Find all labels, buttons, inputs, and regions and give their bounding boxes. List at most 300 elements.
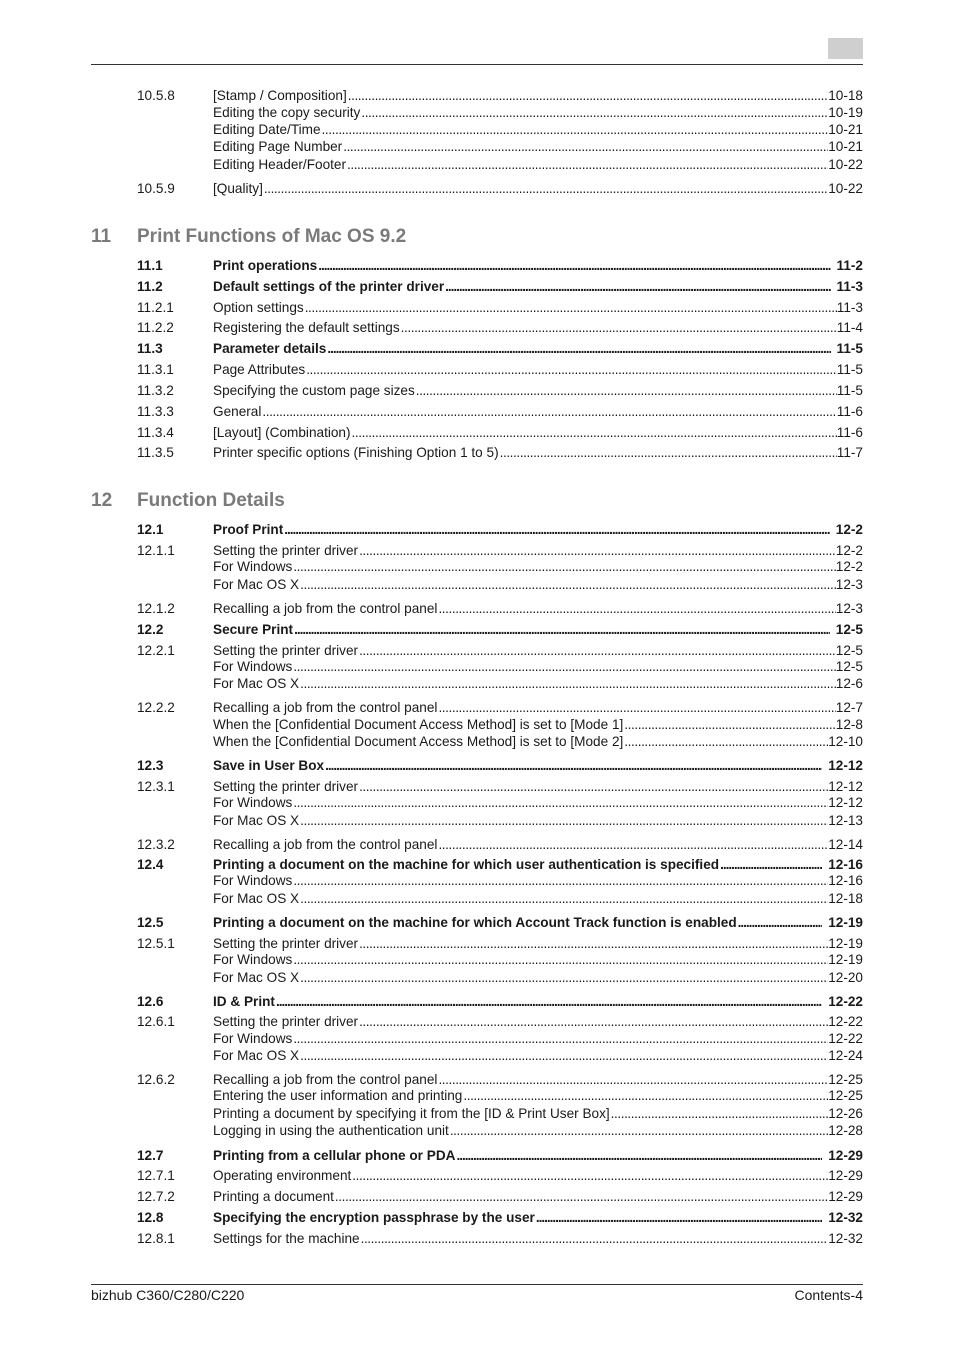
toc-entry[interactable] (137, 319, 863, 336)
dot-leader (623, 733, 828, 750)
dot-leader (737, 914, 823, 931)
dot-leader (360, 104, 828, 121)
toc-entry-line (213, 951, 863, 968)
toc-entry-page: 12-2 (835, 522, 863, 537)
dot-leader (326, 340, 830, 357)
toc-entry-title: For Mac OS X (213, 813, 300, 828)
toc-entry-line (213, 658, 863, 675)
dot-leader (535, 1209, 822, 1226)
chapter-number: 12 (91, 490, 113, 511)
toc-entry-title: Printing a document (213, 1189, 334, 1204)
toc-entry-line (213, 1071, 863, 1088)
toc-entry-title: For Mac OS X (213, 577, 300, 592)
dot-leader (299, 576, 836, 593)
toc-entry[interactable] (137, 778, 863, 795)
toc-entry-number: 12.2 (137, 622, 164, 637)
toc-entry-number: 11.3.4 (137, 425, 174, 440)
toc-entry[interactable] (137, 699, 863, 716)
toc-entry-page: 12-2 (835, 559, 863, 574)
toc-entry-title: Printing a document on the machine for which Account Track function is enabled (213, 915, 737, 930)
toc-entry-title: ID & Print (213, 994, 275, 1009)
toc-entry-title: For Mac OS X (213, 891, 300, 906)
toc-entry[interactable] (137, 361, 863, 378)
toc-entry-number: 11.3 (137, 341, 163, 356)
dot-leader (444, 278, 830, 295)
toc-entry[interactable] (137, 299, 863, 316)
toc-entry[interactable] (137, 951, 863, 968)
toc-entry-page: 12-13 (828, 813, 863, 828)
toc-entry-title: Recalling a job from the control panel (213, 601, 438, 616)
dot-leader (283, 521, 830, 538)
toc-entry-title: Save in User Box (213, 758, 325, 773)
toc-entry-page: 12-20 (828, 970, 863, 985)
toc-entry-page: 12-5 (835, 622, 863, 637)
toc-entry-line (213, 121, 863, 138)
toc-entry-line (213, 1147, 863, 1164)
toc-entry-line (213, 319, 863, 336)
toc-entry-page: 12-16 (828, 873, 863, 888)
toc-entry-line (213, 935, 863, 952)
toc-entry[interactable] (137, 542, 863, 559)
toc-entry-page: 11-6 (836, 404, 863, 419)
chapter-title: Print Functions of Mac OS 9.2 (137, 226, 407, 247)
toc-entry-title: Specifying the custom page sizes (213, 383, 415, 398)
toc-entry-title: Editing Header/Footer (213, 157, 346, 172)
dot-leader (275, 993, 822, 1010)
toc-entry-page: 12-25 (828, 1088, 863, 1103)
toc-entry-line (213, 299, 863, 316)
toc-entry-line (213, 1167, 863, 1184)
toc-entry-page: 12-7 (835, 700, 863, 715)
toc-entry-line (213, 856, 863, 873)
toc-entry-title: Setting the printer driver (213, 936, 359, 951)
toc-entry[interactable] (137, 521, 863, 538)
dot-leader (292, 658, 835, 675)
dot-leader (317, 257, 830, 274)
toc-entry-number: 11.1 (137, 258, 163, 273)
toc-entry-line (213, 87, 863, 104)
dot-leader (462, 1087, 828, 1104)
toc-entry-title: For Windows (213, 1031, 293, 1046)
toc-entry-page: 11-4 (836, 320, 863, 335)
toc-entry-number: 12.2.1 (137, 643, 175, 658)
toc-entry-number: 11.2.2 (137, 320, 174, 335)
dot-leader (304, 299, 837, 316)
footer-product-name: bizhub C360/C280/C220 (91, 1287, 245, 1303)
toc-entry-line (213, 890, 863, 907)
toc-entry-page: 12-5 (835, 643, 863, 658)
toc-entry-number: 12.8 (137, 1210, 164, 1225)
toc-entry-page: 10-21 (828, 122, 863, 137)
toc-entry[interactable] (137, 872, 863, 889)
toc-entry-title: Specifying the encryption passphrase by the user (213, 1210, 535, 1225)
toc-entry[interactable] (137, 658, 863, 675)
toc-entry-line (213, 104, 863, 121)
toc-entry-page: 11-2 (836, 258, 863, 273)
dot-leader (293, 621, 830, 638)
toc-entry-title: Printing a document by specifying it from the [ID & Print User Box] (213, 1106, 610, 1121)
toc-entry-title: Setting the printer driver (213, 643, 359, 658)
dot-leader (292, 558, 835, 575)
dot-leader (351, 424, 837, 441)
toc-entry[interactable] (137, 969, 863, 986)
toc-entry-page: 12-8 (835, 717, 863, 732)
toc-entry-title: Default settings of the printer driver (213, 279, 445, 294)
toc-entry-page: 12-22 (828, 994, 863, 1009)
toc-entry[interactable] (137, 794, 863, 811)
toc-entry-page: 12-29 (828, 1148, 863, 1163)
toc-entry[interactable] (137, 1087, 863, 1104)
toc-entry-line (213, 521, 863, 538)
toc-entry[interactable] (137, 424, 863, 441)
toc-entry[interactable] (137, 1047, 863, 1064)
toc-entry-line (213, 812, 863, 829)
toc-entry[interactable] (137, 1122, 863, 1139)
toc-entry-title: Editing the copy security (213, 105, 361, 120)
toc-entry-number: 12.1.1 (137, 543, 175, 558)
toc-entry[interactable] (137, 914, 863, 931)
toc-entry[interactable] (137, 836, 863, 853)
toc-entry-line (213, 642, 863, 659)
toc-entry-number: 12.6.1 (137, 1014, 175, 1029)
dot-leader (299, 890, 828, 907)
toc-entry-title: For Windows (213, 795, 293, 810)
toc-entry-line (213, 138, 863, 155)
toc-entry-title: Recalling a job from the control panel (213, 1072, 438, 1087)
toc-entry-line (213, 156, 863, 173)
dot-leader (299, 969, 828, 986)
toc-entry-page: 12-12 (828, 795, 863, 810)
toc-entry-page: 12-22 (828, 1031, 863, 1046)
toc-entry[interactable] (137, 1013, 863, 1030)
toc-entry-number: 12.4 (137, 857, 164, 872)
toc-entry[interactable] (137, 1105, 863, 1122)
toc-entry-title: For Windows (213, 873, 293, 888)
toc-entry-title: Editing Page Number (213, 139, 343, 154)
toc-entry-number: 12.3.1 (137, 779, 175, 794)
dot-leader (437, 600, 835, 617)
dot-leader (455, 1147, 822, 1164)
toc-entry-title: For Windows (213, 659, 293, 674)
toc-entry-page: 11-3 (836, 300, 863, 315)
toc-entry[interactable] (137, 993, 863, 1010)
dot-leader (305, 361, 837, 378)
toc-entry[interactable] (137, 403, 863, 420)
toc-entry-page: 12-28 (828, 1123, 863, 1138)
toc-entry-line (213, 716, 863, 733)
toc-entry-title: [Stamp / Composition] (213, 88, 347, 103)
toc-entry[interactable] (137, 1167, 863, 1184)
toc-entry-number: 12.1 (137, 522, 164, 537)
toc-entry[interactable] (137, 576, 863, 593)
toc-entry-page: 12-5 (835, 659, 863, 674)
dot-leader (292, 951, 828, 968)
toc-entry-line (213, 1209, 863, 1226)
toc-entry-number: 11.2 (137, 279, 163, 294)
toc-entry[interactable] (137, 642, 863, 659)
toc-entry-page: 11-5 (836, 341, 863, 356)
dot-leader (358, 778, 828, 795)
toc-entry-line (213, 699, 863, 716)
toc-entry-title: For Mac OS X (213, 676, 300, 691)
dot-leader (321, 121, 829, 138)
toc-entry-number: 12.2.2 (137, 700, 175, 715)
dot-leader (263, 180, 828, 197)
toc-entry-title: Printing from a cellular phone or PDA (213, 1148, 456, 1163)
toc-entry[interactable] (137, 121, 863, 138)
toc-entry[interactable] (137, 340, 863, 357)
toc-entry-line (213, 757, 863, 774)
toc-entry-title: When the [Confidential Document Access Method] is set to [Mode 2] (213, 734, 624, 749)
toc-entry-page: 12-32 (828, 1231, 863, 1246)
toc-entry-page: 12-25 (828, 1072, 863, 1087)
toc-entry-number: 12.7 (137, 1148, 164, 1163)
toc-entry-number: 12.5.1 (137, 936, 175, 951)
toc-entry[interactable] (137, 382, 863, 399)
dot-leader (324, 757, 822, 774)
footer-rule (91, 1284, 863, 1285)
toc-entry-page: 11-6 (836, 425, 863, 440)
toc-entry[interactable] (137, 104, 863, 121)
toc-entry-number: 12.3.2 (137, 837, 175, 852)
toc-entry-number: 11.3.5 (137, 445, 174, 460)
toc-entry-title: Registering the default settings (213, 320, 400, 335)
toc-entry-page: 12-10 (828, 734, 863, 749)
toc-entry-line (213, 1188, 863, 1205)
toc-entry-title: Settings for the machine (213, 1231, 360, 1246)
toc-entry-line (213, 361, 863, 378)
chapter-number: 11 (91, 226, 112, 247)
toc-entry-title: For Mac OS X (213, 1048, 300, 1063)
toc-entry-page: 12-22 (828, 1014, 863, 1029)
toc-entry[interactable] (137, 138, 863, 155)
toc-entry-title: When the [Confidential Document Access Method] is set to [Mode 1] (213, 717, 624, 732)
dot-leader (719, 856, 822, 873)
toc-entry-title: Page Attributes (213, 362, 306, 377)
toc-entry-number: 12.7.1 (137, 1168, 175, 1183)
toc-entry-line (213, 1013, 863, 1030)
toc-entry[interactable] (137, 1030, 863, 1047)
toc-entry-page: 12-29 (828, 1168, 863, 1183)
toc-entry-line (213, 340, 863, 357)
toc-entry-title: Setting the printer driver (213, 543, 359, 558)
dot-leader (292, 1030, 828, 1047)
toc-entry[interactable] (137, 1209, 863, 1226)
toc-entry-title: Printer specific options (Finishing Option 1 to 5) (213, 445, 499, 460)
toc-entry-title: Printing a document on the machine for which user authentication is specified (213, 857, 720, 872)
toc-entry-line (213, 1030, 863, 1047)
dot-leader (437, 1071, 828, 1088)
dot-leader (292, 872, 828, 889)
toc-entry[interactable] (137, 1230, 863, 1247)
toc-entry-title: Proof Print (213, 522, 284, 537)
toc-entry-title: Recalling a job from the control panel (213, 700, 438, 715)
toc-entry-line (213, 1105, 863, 1122)
toc-entry-page: 12-2 (835, 543, 863, 558)
dot-leader (342, 138, 828, 155)
toc-entry-page: 10-22 (828, 181, 863, 196)
dot-leader (610, 1105, 829, 1122)
toc-entry[interactable] (137, 87, 863, 104)
toc-entry-number: 11.3.1 (137, 362, 174, 377)
dot-leader (261, 403, 836, 420)
toc-entry-title: Recalling a job from the control panel (213, 837, 438, 852)
dot-leader (360, 1230, 829, 1247)
dot-leader (449, 1122, 828, 1139)
toc-entry[interactable] (137, 621, 863, 638)
dot-leader (415, 382, 837, 399)
toc-entry-line (213, 278, 863, 295)
toc-entry-title: Logging in using the authentication unit (213, 1123, 449, 1138)
toc-entry-line (213, 675, 863, 692)
toc-entry-page: 12-29 (828, 1189, 863, 1204)
toc-entry-line (213, 403, 863, 420)
toc-entry[interactable] (137, 890, 863, 907)
toc-entry-title: Setting the printer driver (213, 779, 359, 794)
toc-entry-page: 10-21 (828, 139, 863, 154)
toc-entry-number: 12.7.2 (137, 1189, 175, 1204)
toc-entry-page: 12-14 (828, 837, 863, 852)
toc-entry[interactable] (137, 716, 863, 733)
dot-leader (358, 642, 836, 659)
toc-entry[interactable] (137, 278, 863, 295)
toc-entry[interactable] (137, 812, 863, 829)
toc-entry-line (213, 1230, 863, 1247)
toc-entry-page: 12-32 (828, 1210, 863, 1225)
toc-entry[interactable] (137, 444, 863, 461)
toc-entry-page: 11-7 (836, 445, 863, 460)
toc-entry-page: 11-5 (836, 383, 863, 398)
toc-entry-page: 12-18 (828, 891, 863, 906)
toc-entry[interactable] (137, 156, 863, 173)
toc-entry-title: For Mac OS X (213, 970, 300, 985)
toc-entry-line (213, 600, 863, 617)
toc-entry-line (213, 558, 863, 575)
toc-entry-line (213, 382, 863, 399)
toc-entry-number: 12.1.2 (137, 601, 175, 616)
toc-entry-number: 12.3 (137, 758, 164, 773)
toc-entry[interactable] (137, 935, 863, 952)
footer-page-label: Contents-4 (794, 1287, 863, 1303)
dot-leader (334, 1188, 828, 1205)
toc-entry-line (213, 542, 863, 559)
toc-entry-number: 11.2.1 (137, 300, 174, 315)
toc-entry-page: 12-19 (828, 936, 863, 951)
toc-entry-number: 12.5 (137, 915, 164, 930)
toc-entry-page: 10-22 (828, 157, 863, 172)
toc-entry-page: 10-18 (828, 88, 863, 103)
header-rule (91, 64, 863, 65)
toc-entry[interactable] (137, 1071, 863, 1088)
toc-entry-line (213, 733, 863, 750)
dot-leader (400, 319, 837, 336)
dot-leader (437, 836, 828, 853)
toc-entry-page: 12-6 (835, 676, 863, 691)
dot-leader (437, 699, 835, 716)
toc-entry[interactable] (137, 733, 863, 750)
toc-entry-title: [Layout] (Combination) (213, 425, 351, 440)
toc-entry[interactable] (137, 1147, 863, 1164)
toc-entry-number: 12.6 (137, 994, 164, 1009)
toc-entry-page: 12-12 (828, 779, 863, 794)
toc-entry-title: Option settings (213, 300, 304, 315)
toc-entry[interactable] (137, 675, 863, 692)
dot-leader (299, 1047, 828, 1064)
toc-entry-page: 10-19 (828, 105, 863, 120)
toc-entry-line (213, 969, 863, 986)
dot-leader (358, 935, 828, 952)
toc-entry[interactable] (137, 757, 863, 774)
toc-entry-line (213, 621, 863, 638)
toc-entry-line (213, 1122, 863, 1139)
toc-entry-title: [Quality] (213, 181, 263, 196)
toc-entry-title: Operating environment (213, 1168, 352, 1183)
chapter-title: Function Details (137, 490, 285, 511)
dot-leader (499, 444, 837, 461)
toc-entry-title: Secure Print (213, 622, 294, 637)
toc-entry-line (213, 1047, 863, 1064)
toc-entry[interactable] (137, 257, 863, 274)
toc-entry-title: Print operations (213, 258, 318, 273)
toc-entry-title: General (213, 404, 262, 419)
toc-entry-page: 12-3 (835, 601, 863, 616)
toc-entry-page: 12-19 (828, 952, 863, 967)
toc-entry-title: For Windows (213, 952, 293, 967)
toc-entry-line (213, 993, 863, 1010)
toc-entry-number: 12.6.2 (137, 1072, 175, 1087)
toc-entry[interactable] (137, 856, 863, 873)
toc-entry-page: 12-3 (835, 577, 863, 592)
dot-leader (623, 716, 835, 733)
toc-entry-line (213, 872, 863, 889)
dot-leader (299, 812, 828, 829)
toc-entry-line (213, 180, 863, 197)
toc-entry[interactable] (137, 600, 863, 617)
toc-entry-number: 11.3.3 (137, 404, 174, 419)
toc-entry[interactable] (137, 180, 863, 197)
toc-entry[interactable] (137, 558, 863, 575)
toc-entry[interactable] (137, 1188, 863, 1205)
dot-leader (358, 542, 836, 559)
dot-leader (299, 675, 836, 692)
toc-entry-line (213, 836, 863, 853)
toc-entry-page: 11-5 (836, 362, 863, 377)
toc-entry-number: 12.8.1 (137, 1231, 175, 1246)
toc-entry-title: Entering the user information and printing (213, 1088, 463, 1103)
toc-entry-title: Editing Date/Time (213, 122, 321, 137)
toc-entry-number: 11.3.2 (137, 383, 174, 398)
toc-entry-line (213, 424, 863, 441)
toc-entry-number: 10.5.8 (137, 88, 175, 103)
dot-leader (358, 1013, 828, 1030)
toc-entry-line (213, 257, 863, 274)
toc-entry-page: 11-3 (836, 279, 863, 294)
toc-entry-title: Parameter details (213, 341, 327, 356)
toc-entry-page: 12-24 (828, 1048, 863, 1063)
toc-entry-title: Setting the printer driver (213, 1014, 359, 1029)
page-corner-tab (828, 38, 863, 59)
toc-entry-line (213, 914, 863, 931)
toc-entry-page: 12-12 (828, 758, 863, 773)
toc-entry-line (213, 794, 863, 811)
toc-entry-number: 10.5.9 (137, 181, 175, 196)
toc-entry-line (213, 444, 863, 461)
toc-entry-line (213, 1087, 863, 1104)
toc-entry-page: 12-19 (828, 915, 863, 930)
toc-entry-title: For Windows (213, 559, 293, 574)
toc-entry-line (213, 576, 863, 593)
dot-leader (351, 1167, 828, 1184)
